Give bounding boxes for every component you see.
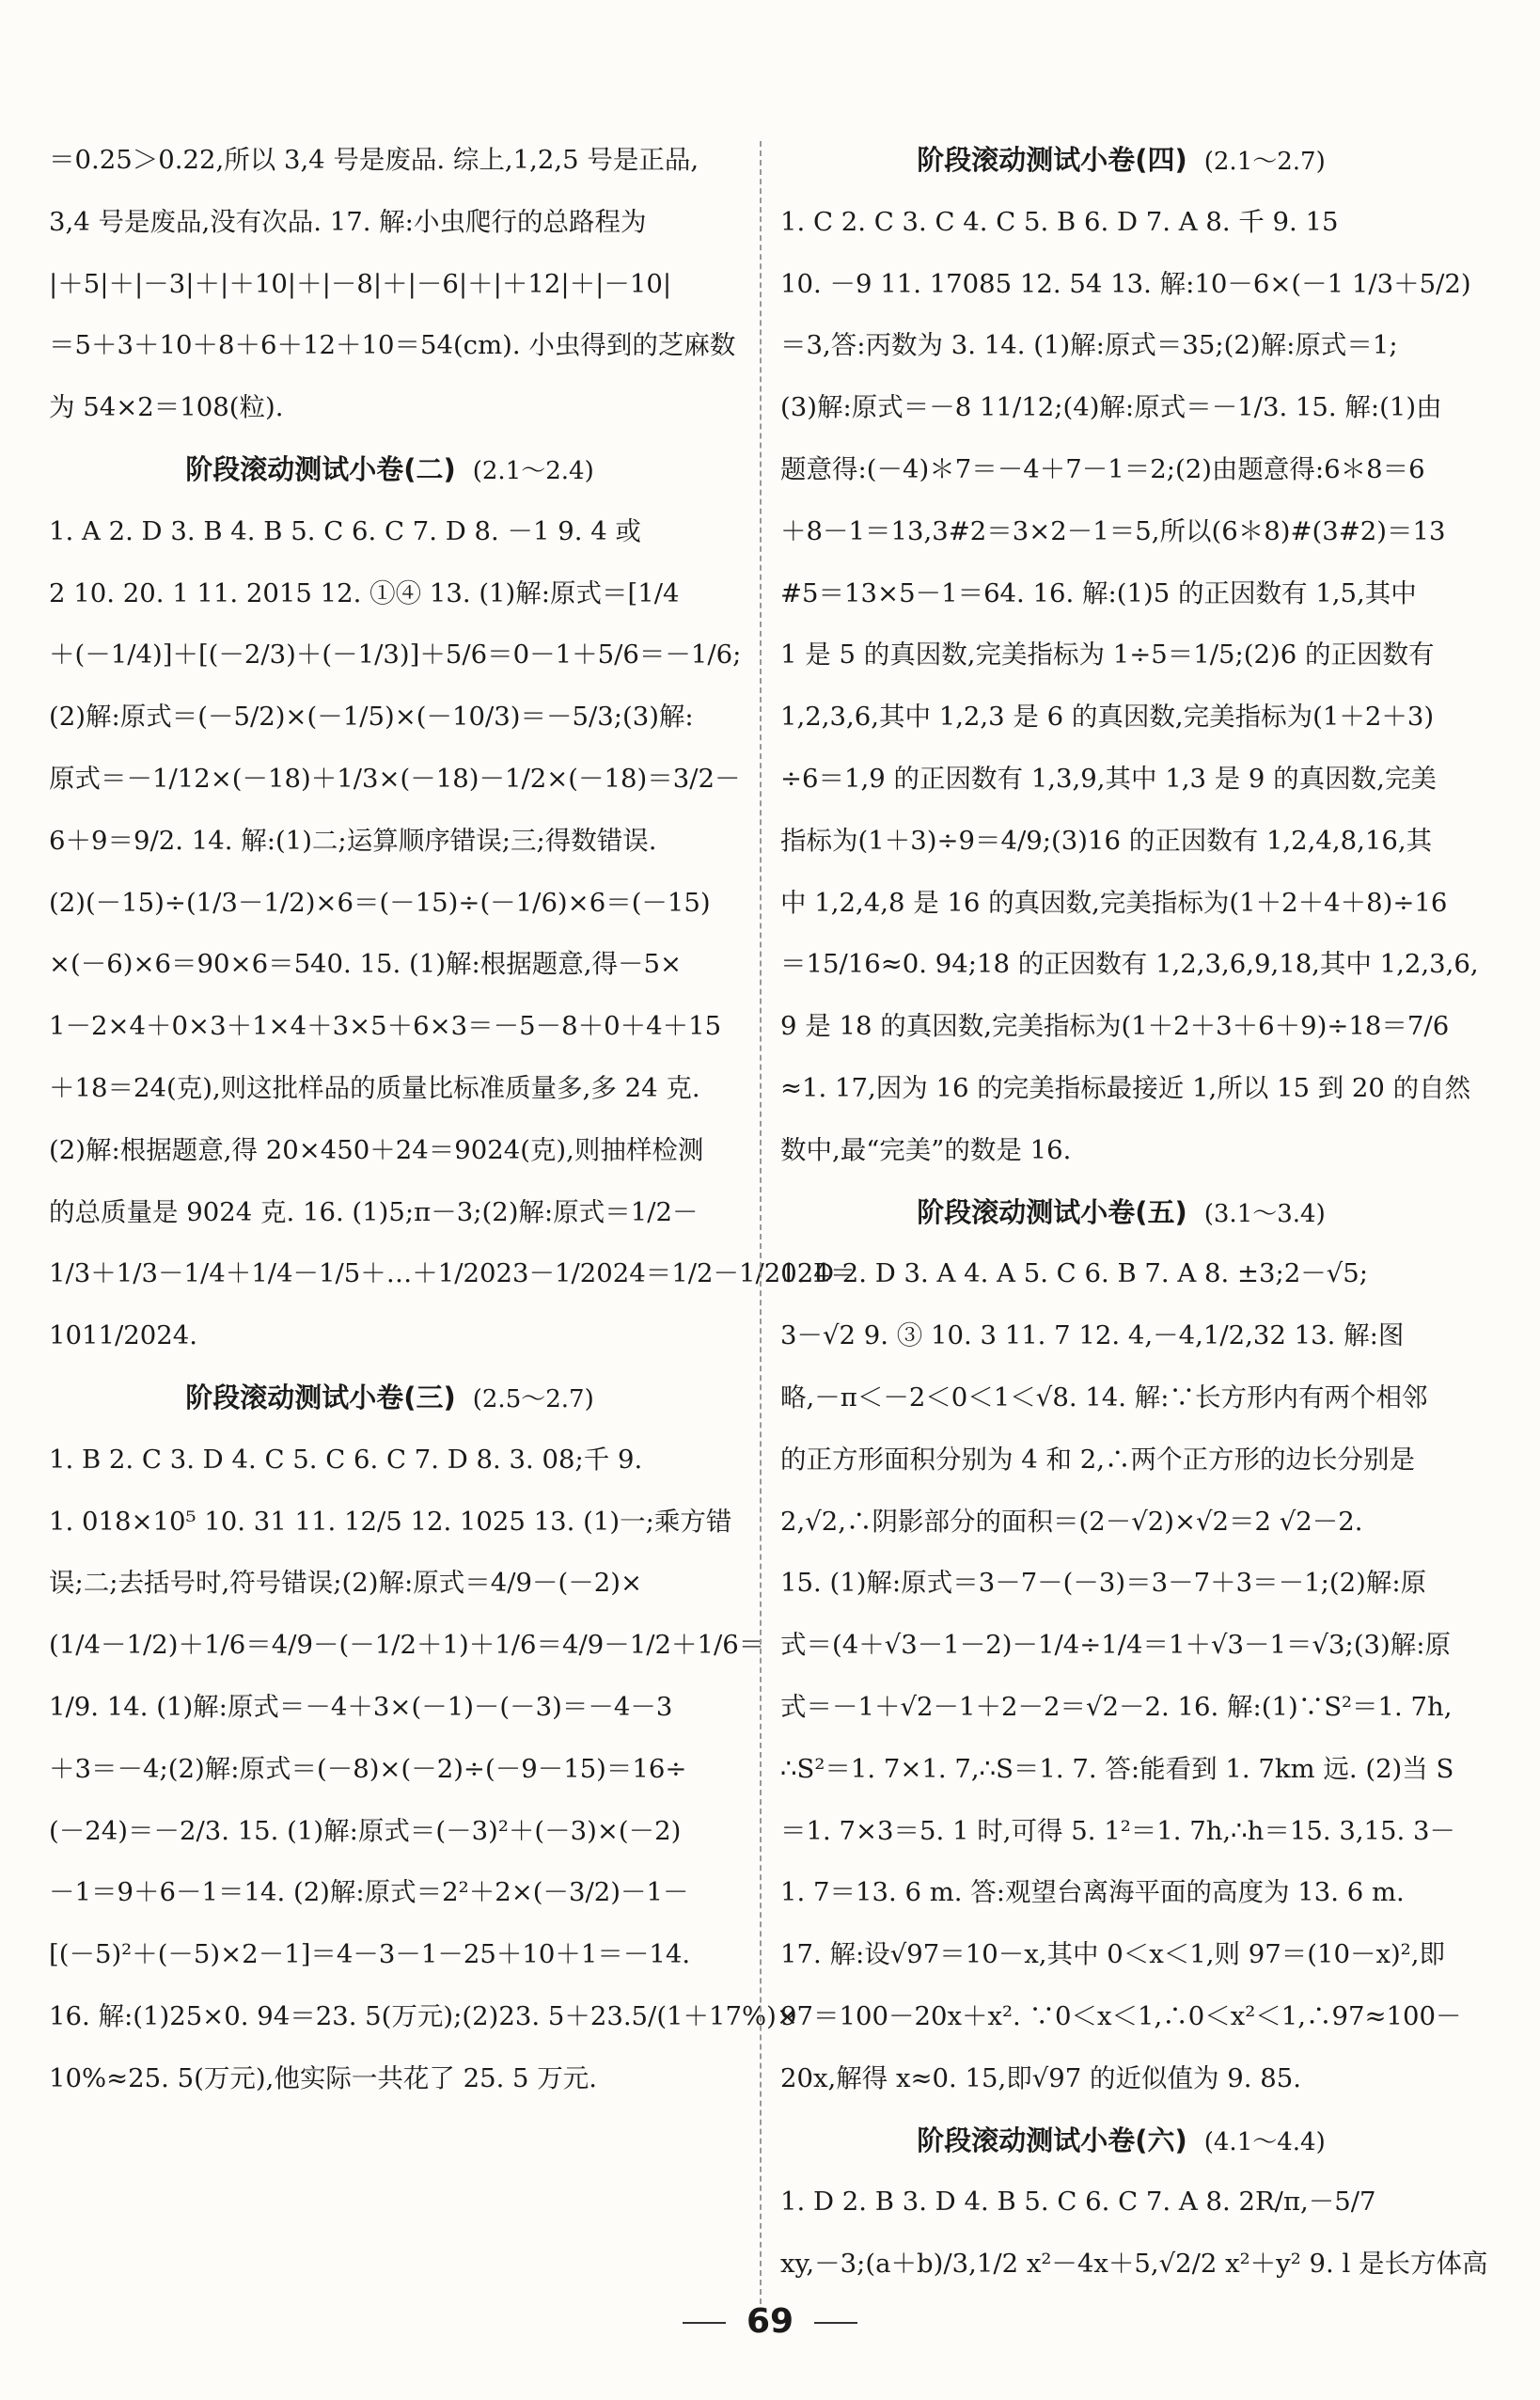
section-range: (2.1～2.4) [472, 456, 594, 485]
section-heading-3 [49, 1367, 731, 1429]
text-line: ≈1. 17,因为 16 的完美指标最接近 1,所以 15 到 20 的自然 [780, 1072, 1471, 1103]
text-line: 1. 7＝13. 6 m. 答:观望台离海平面的高度为 13. 6 m. [780, 1877, 1405, 1908]
text-line: 1011/2024. [49, 1320, 197, 1351]
text-line: 20x,解得 x≈0. 15,即√97 的近似值为 9. 85. [780, 2062, 1301, 2093]
text-line: ∴S²＝1. 7×1. 7,∴S＝1. 7. 答:能看到 1. 7km 远. (2)当 S [780, 1753, 1454, 1784]
text-line: 的总质量是 9024 克. 16. (1)5;π－3;(2)解:原式＝1/2－ [49, 1196, 699, 1227]
text-line: ＝1. 7×3＝5. 1 时,可得 5. 1²＝1. 7h,∴h＝15. 3,15. 3－ [780, 1815, 1456, 1846]
text-line: (－24)＝－2/3. 15. (1)解:原式＝(－3)²＋(－3)×(－2) [49, 1815, 682, 1846]
text-line: 1. C 2. C 3. C 4. C 5. B 6. D 7. A 8. 千 9. 15 [780, 206, 1339, 237]
section-title: 阶段滚动测试小卷(六) [917, 2124, 1187, 2156]
text-line: 97＝100－20x＋x². ∵0＜x＜1,∴0＜x²＜1,∴97≈100－ [780, 2000, 1462, 2031]
text-line: 1. A 2. D 3. B 4. B 5. C 6. C 7. D 8. －1 9. 4 或 [49, 515, 641, 546]
text-line: 1,2,3,6,其中 1,2,3 是 6 的真因数,完美指标为(1＋2＋3) [780, 702, 1435, 733]
text-line: 1. 018×10⁵ 10. 31 11. 12/5 12. 1025 13. (1)一;乘方错 [49, 1506, 732, 1537]
text-line: 题意得:(－4)＊7＝－4＋7－1＝2;(2)由题意得:6＊8＝6 [780, 453, 1425, 484]
text-line: －1＝9＋6－1＝14. (2)解:原式＝2²＋2×(－3/2)－1－ [49, 1877, 689, 1908]
text-line: 1－2×4＋0×3＋1×4＋3×5＋6×3＝－5－8＋0＋4＋15 [49, 1011, 722, 1042]
text-line: 数中,最“完美”的数是 16. [780, 1134, 1072, 1165]
text-line: [(－5)²＋(－5)×2－1]＝4－3－1－25＋10＋1＝－14. [49, 1939, 691, 1970]
text-line: 16. 解:(1)25×0. 94＝23. 5(万元);(2)23. 5＋23.5/(1＋17%)× [49, 2000, 798, 2031]
text-line: (1/4－1/2)＋1/6＝4/9－(－1/2＋1)＋1/6＝4/9－1/2＋1/6＝ [49, 1630, 765, 1661]
section-title: 阶段滚动测试小卷(三) [185, 1381, 456, 1413]
text-line: ÷6＝1,9 的正因数有 1,3,9,其中 1,3 是 9 的真因数,完美 [780, 763, 1437, 794]
text-line: ＋18＝24(克),则这批样品的质量比标准质量多,多 24 克. [49, 1072, 700, 1103]
text-line: xy,－3;(a＋b)/3,1/2 x²－4x＋5,√2/2 x²＋y² 9. l 是长方体高 [780, 2249, 1488, 2280]
text-line: 的正方形面积分别为 4 和 2,∴两个正方形的边长分别是 [780, 1444, 1415, 1475]
text-line: ×(－6)×6＝90×6＝540. 15. (1)解:根据题意,得－5× [49, 949, 683, 980]
text-line: 1/9. 14. (1)解:原式＝－4＋3×(－1)－(－3)＝－4－3 [49, 1691, 673, 1722]
text-line: ＋8－1＝13,3#2＝3×2－1＝5,所以(6＊8)#(3#2)＝13 [780, 515, 1446, 546]
section-heading-2 [49, 439, 731, 501]
text-line: ＝5＋3＋10＋8＋6＋12＋10＝54(cm). 小虫得到的芝麻数 [49, 330, 736, 361]
text-line: ＝15/16≈0. 94;18 的正因数有 1,2,3,6,9,18,其中 1,2,3,6, [780, 949, 1479, 980]
text-line: 10%≈25. 5(万元),他实际一共花了 25. 5 万元. [49, 2062, 598, 2093]
text-line: 17. 解:设√97＝10－x,其中 0＜x＜1,则 97＝(10－x)²,即 [780, 1939, 1445, 1970]
text-line: 略,－π＜－2＜0＜1＜√8. 14. 解:∵长方形内有两个相邻 [780, 1382, 1428, 1413]
text-line: 9 是 18 的真因数,完美指标为(1＋2＋3＋6＋9)÷18＝7/6 [780, 1011, 1450, 1042]
text-line: 2,√2,∴阴影部分的面积＝(2－√2)×√2＝2 √2－2. [780, 1506, 1363, 1537]
section-range: (2.5～2.7) [472, 1384, 594, 1413]
section-heading-6 [780, 2110, 1462, 2172]
text-line: #5＝13×5－1＝64. 16. 解:(1)5 的正因数有 1,5,其中 [780, 577, 1417, 608]
text-line: 误;二;去括号时,符号错误;(2)解:原式＝4/9－(－2)× [49, 1568, 643, 1599]
text-line: ＋3＝－4;(2)解:原式＝(－8)×(－2)÷(－9－15)＝16÷ [49, 1753, 687, 1784]
text-line: 式＝－1＋√2－1＋2－2＝√2－2. 16. 解:(1)∵S²＝1. 7h, [780, 1691, 1453, 1722]
text-line: 10. －9 11. 17085 12. 54 13. 解:10－6×(－1 1/3＋5/2) [780, 268, 1471, 299]
text-line: 为 54×2＝108(粒). [49, 392, 284, 423]
text-line: 1. D 2. D 3. A 4. A 5. C 6. B 7. A 8. ±3;2－√5; [780, 1258, 1369, 1289]
footer-rule-right [814, 2322, 857, 2324]
text-line: 中 1,2,4,8 是 16 的真因数,完美指标为(1＋2＋4＋8)÷16 [780, 887, 1448, 918]
section-title: 阶段滚动测试小卷(四) [917, 144, 1187, 176]
section-title: 阶段滚动测试小卷(五) [917, 1195, 1187, 1228]
text-line: 3－√2 9. ③ 10. 3 11. 7 12. 4,－4,1/2,32 13. 解:图 [780, 1320, 1405, 1351]
text-line: 1 是 5 的真因数,完美指标为 1÷5＝1/5;(2)6 的正因数有 [780, 639, 1435, 671]
text-line: (2)(－15)÷(1/3－1/2)×6＝(－15)÷(－1/6)×6＝(－15) [49, 887, 711, 918]
text-line: 3,4 号是废品,没有次品. 17. 解:小虫爬行的总路程为 [49, 206, 647, 237]
text-line: 2 10. 20. 1 11. 2015 12. ①④ 13. (1)解:原式＝[1/4 [49, 577, 680, 608]
text-line: ＝3,答:丙数为 3. 14. (1)解:原式＝35;(2)解:原式＝1; [780, 330, 1398, 361]
section-heading-5 [780, 1182, 1462, 1244]
text-line: (3)解:原式＝－8 11/12;(4)解:原式＝－1/3. 15. 解:(1)由 [780, 392, 1442, 423]
text-line: 指标为(1＋3)÷9＝4/9;(3)16 的正因数有 1,2,4,8,16,其 [780, 825, 1433, 856]
text-line: 1. D 2. B 3. D 4. B 5. C 6. C 7. A 8. 2R/π,－5/7 [780, 2187, 1376, 2218]
section-title: 阶段滚动测试小卷(二) [185, 452, 456, 485]
text-line: 6＋9＝9/2. 14. 解:(1)二;运算顺序错误;三;得数错误. [49, 825, 657, 856]
text-line: 1/3＋1/3－1/4＋1/4－1/5＋…＋1/2023－1/2024＝1/2－1/2024＝ [49, 1258, 856, 1289]
column-divider [760, 141, 762, 2304]
text-line: 1. B 2. C 3. D 4. C 5. C 6. C 7. D 8. 3. 08;千 9. [49, 1444, 643, 1475]
section-range: (4.1～4.4) [1203, 2127, 1326, 2156]
page-footer [0, 2302, 1540, 2341]
text-line: (2)解:原式＝(－5/2)×(－1/5)×(－10/3)＝－5/3;(3)解: [49, 702, 694, 733]
section-heading-4 [780, 130, 1462, 192]
text-line: ＋(－1/4)]＋[(－2/3)＋(－1/3)]＋5/6＝0－1＋5/6＝－1/6; [49, 639, 742, 671]
text-line: ＝0.25＞0.22,所以 3,4 号是废品. 综上,1,2,5 号是正品, [49, 145, 699, 175]
section-range: (3.1～3.4) [1203, 1199, 1326, 1228]
section-range: (2.1～2.7) [1203, 148, 1326, 176]
page-number: 69 [746, 2302, 794, 2341]
text-line: |＋5|＋|－3|＋|＋10|＋|－8|＋|－6|＋|＋12|＋|－10| [49, 268, 672, 299]
text-line: 原式＝－1/12×(－18)＋1/3×(－18)－1/2×(－18)＝3/2－ [49, 763, 741, 794]
text-line: 式＝(4＋√3－1－2)－1/4÷1/4＝1＋√3－1＝√3;(3)解:原 [780, 1630, 1452, 1661]
left-column [49, 130, 856, 2110]
right-column [780, 130, 1488, 2296]
footer-rule-left [683, 2322, 726, 2324]
text-line: 15. (1)解:原式＝3－7－(－3)＝3－7＋3＝－1;(2)解:原 [780, 1568, 1427, 1599]
text-line: (2)解:根据题意,得 20×450＋24＝9024(克),则抽样检测 [49, 1134, 704, 1165]
